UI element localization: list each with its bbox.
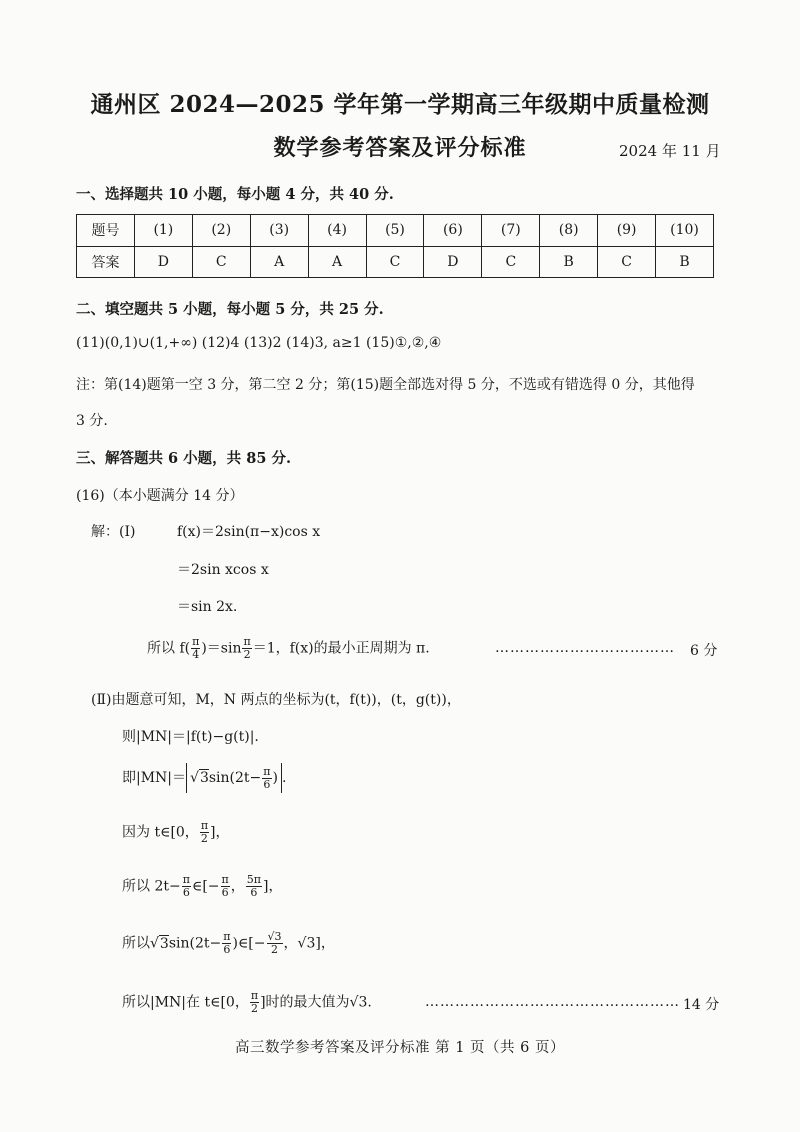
row-label-number: 题号 [77, 215, 135, 247]
step5-text-a: 所以 [122, 935, 150, 952]
part2-heading: 二、填空题共 5 小题，每小题 5 分，共 25 分. [76, 301, 384, 318]
step5-text-b: sin(2t− [168, 935, 222, 952]
question-number-cell: (5) [366, 215, 424, 247]
question-number-cell: (3) [250, 215, 308, 247]
fraction-pi-over-4: $\frac{\pi}{4}$ [192, 635, 200, 661]
step3-text-b: ]， [210, 824, 230, 841]
solution-part2-intro: (Ⅱ)由题意可知，M，N 两点的坐标为(t，f(t))，(t，g(t))， [91, 692, 461, 708]
score-14: 14 分 [683, 997, 720, 1013]
solution-step-3: ＝sin 2x. [177, 599, 238, 615]
document-title: 通州区 2024—2025 学年第一学期高三年级期中质量检测 [90, 91, 710, 118]
answer-cell: C [482, 246, 540, 278]
question-number-cell: (7) [482, 215, 540, 247]
step5-text-d: ， [283, 935, 298, 952]
fraction-pi-over-6: $\frac{\pi}{6}$ [182, 873, 190, 899]
question-number-cell: (6) [424, 215, 482, 247]
table-row-numbers [77, 215, 714, 247]
scoring-note-line1: 注：第(14)题第一空 3 分，第二空 2 分；第(15)题全部选对得 5 分，不选或有错选得 0 分，其他得 [76, 377, 695, 393]
solution-part1-label: 解：(Ⅰ) [91, 524, 136, 540]
step2-text-a: 即|MN|＝ [122, 770, 187, 786]
part3-heading: 三、解答题共 6 小题，共 85 分. [76, 450, 292, 467]
step4-text-c: ， [230, 878, 245, 895]
sqrt-3: √3 [150, 935, 169, 952]
question-number-cell: (4) [308, 215, 366, 247]
sqrt-3-value: √3 [297, 935, 316, 952]
step4-text-a: 所以 2t− [122, 878, 181, 895]
conclusion-text-a: 所以|MN|在 t∈[0， [122, 994, 249, 1011]
score-leader-dots: ……………………………… [495, 640, 675, 656]
answer-cell: C [366, 246, 424, 278]
question-number-cell: (10) [656, 215, 714, 247]
solution-part2-step4 [122, 874, 282, 899]
step5-text-e: ]， [315, 935, 335, 952]
answer-cell: B [656, 246, 714, 278]
conclusion-text-c: . [367, 994, 372, 1011]
step4-text-b: ∈[− [191, 878, 220, 895]
fraction-pi-over-2: $\frac{\pi}{2}$ [200, 819, 209, 845]
solution-part2-step5 [122, 931, 335, 956]
fraction-pi-over-6: $\frac{\pi}{6}$ [223, 930, 231, 956]
answer-cell: D [134, 246, 192, 278]
solution-part2-step1: 则|MN|＝|f(t)−g(t)|. [122, 729, 259, 745]
step4-text-d: ]， [262, 878, 283, 895]
answer-cell: A [308, 246, 366, 278]
solution-result-line [147, 636, 430, 661]
fraction-pi-over-6: $\frac{\pi}{6}$ [221, 873, 229, 899]
scoring-note-line2: 3 分. [76, 413, 108, 429]
question-number-cell: (1) [134, 215, 192, 247]
solution-part2-step2: 即|MN|＝ √3sin(2t− $\frac{\pi}{6}$ ) . [122, 763, 286, 793]
solution-step-1: f(x)＝2sin(π−x)cos x [177, 524, 321, 540]
result-text-a: 所以 f( [147, 640, 191, 657]
fraction-pi-over-6: $\frac{\pi}{6}$ [263, 764, 271, 791]
answer-cell: B [540, 246, 598, 278]
page-footer: 高三数学参考答案及评分标准 第 1 页（共 6 页） [235, 1040, 565, 1056]
solution-part2-conclusion [122, 990, 372, 1015]
row-label-answer: 答案 [77, 246, 135, 278]
answer-cell: C [598, 246, 656, 278]
result-text-c: ＝1，f(x)的最小正周期为 π. [252, 640, 430, 657]
table-row-answers [77, 246, 714, 278]
fraction-pi-over-2: $\frac{\pi}{2}$ [243, 635, 251, 661]
solution-part2-step3 [122, 820, 230, 845]
solution-step-2: ＝2sin xcos x [177, 562, 269, 578]
answer-cell: D [424, 246, 482, 278]
answer-cell: C [192, 246, 250, 278]
sqrt-3: √3 [190, 770, 209, 786]
fraction-5pi-over-6: $\frac{5\pi}{6}$ [246, 873, 261, 899]
document-subtitle: 数学参考答案及评分标准 [273, 135, 527, 161]
part1-heading: 一、选择题共 10 小题，每小题 4 分，共 40 分. [76, 186, 394, 203]
fill-blank-answers: (11)(0,1)∪(1,+∞) (12)4 (13)2 (14)3, a≥1 (15)①,②,④ [76, 335, 442, 351]
document-date: 2024 年 11 月 [619, 142, 721, 160]
question-number-cell: (9) [598, 215, 656, 247]
question-number-cell: (2) [192, 215, 250, 247]
absolute-value-expression: √3sin(2t− $\frac{\pi}{6}$ ) [186, 763, 282, 793]
sqrt-3-value: √3 [349, 994, 368, 1011]
step5-text-c: )∈[− [232, 935, 266, 952]
score-6: 6 分 [690, 643, 718, 659]
answer-cell: A [250, 246, 308, 278]
fraction-sqrt3-over-2: $\frac{√3}{2}$ [267, 930, 282, 956]
conclusion-text-b: ]时的最大值为 [260, 994, 350, 1011]
step3-text-a: 因为 t∈[0， [122, 824, 199, 841]
question-number-cell: (8) [540, 215, 598, 247]
question16-heading: (16)（本小题满分 14 分） [76, 488, 244, 504]
score-leader-dots: …………………………………………… [425, 994, 680, 1010]
result-text-b: )＝sin [201, 640, 242, 657]
answer-table [76, 214, 714, 278]
fraction-pi-over-2: $\frac{\pi}{2}$ [250, 989, 259, 1015]
